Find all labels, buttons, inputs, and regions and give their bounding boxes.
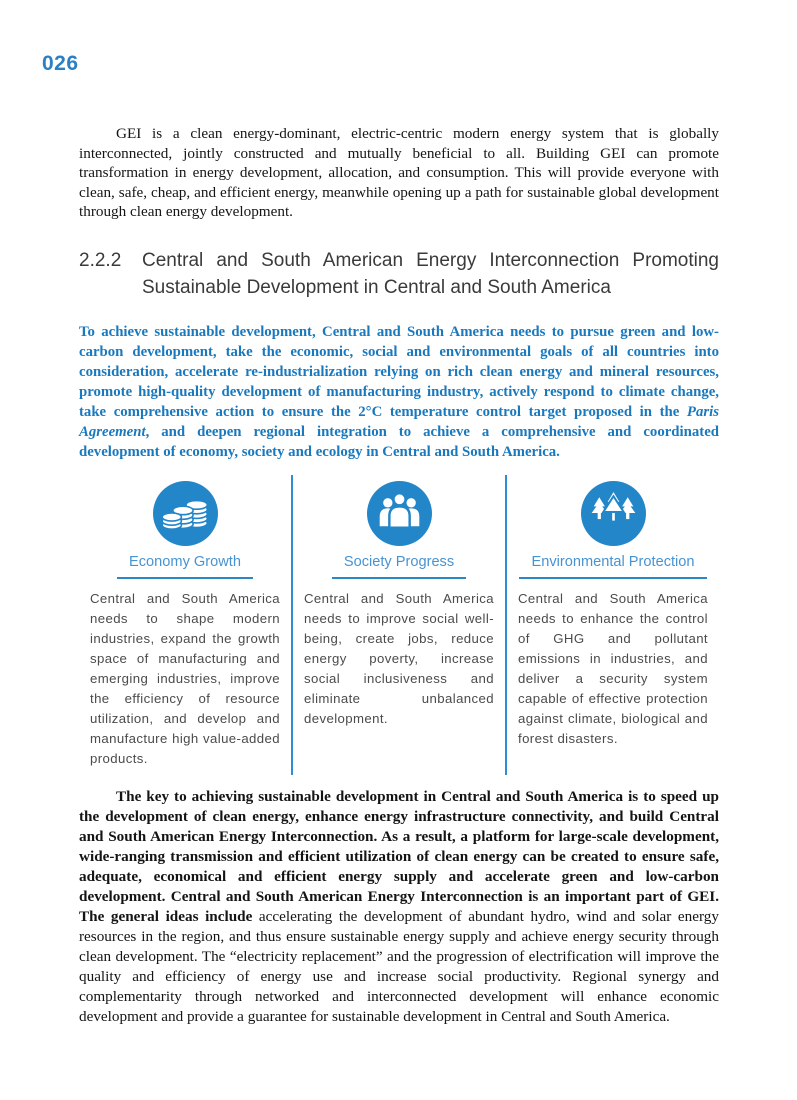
section-number: 2.2.2: [79, 249, 122, 271]
coins-icon: [153, 481, 218, 546]
highlight-text-lead: To achieve sustainable development, Central and South America needs to pursue green and low-carbon development, take the economic, social and environmental goals of all countries into consideration, accelerate re-industrialization relying on rich clean energy and mineral resources, promote high-quality development of manufacturing industry, actively respond to climate change, take comprehensive action to ensure the 2°C temperature control target proposed in the: [79, 323, 719, 420]
people-group-icon: [367, 481, 432, 546]
pillar-title-label: Society Progress: [332, 554, 466, 579]
pillar-economy-growth: [79, 475, 291, 775]
highlight-italic-term: Paris Agreement: [79, 403, 719, 440]
pillar-society-progress: [291, 475, 505, 775]
pillar-title-label: Environmental Protection: [519, 554, 706, 579]
pine-trees-icon: [581, 481, 646, 546]
pillar-title-label: Economy Growth: [117, 554, 253, 579]
section-heading: [79, 247, 719, 301]
highlight-paragraph: [79, 322, 719, 462]
pillars-section: [79, 475, 719, 775]
closing-paragraph: [79, 787, 719, 1027]
page-number: 026: [42, 52, 79, 75]
intro-paragraph: GEI is a clean energy-dominant, electric-centric modern energy system that is globally interconnected, jointly constructed and mutually beneficial to all. Building GEI can promote transformation in energy development, allocation, and consumption. This will provide everyone with clean, safe, cheap, and efficient energy, meanwhile opening up a path for sustainable global development through clean energy development.: [79, 125, 719, 221]
pillar-title-economy-growth: [90, 553, 280, 579]
closing-regular-text: accelerating the development of abundant hydro, wind and solar energy resources in the region, and thus ensure sustainable energy supply and achieve energy security through clean development. The “electricity replacement” and the progression of electrification will improve the quality and efficiency of energy use and increase social productivity. Regional synergy and complementarity through networked and interconnected development will enhance economic development and provide a guarantee for sustainable development in Central and South America.: [79, 907, 719, 1025]
highlight-text-tail: , and deepen regional integration to achieve a comprehensive and coordinated development of economy, society and ecology in Central and South America.: [79, 423, 719, 460]
pillar-title-society-progress: [304, 553, 494, 579]
section-title: Central and South American Energy Interconnection Promoting Sustainable Development in Central and South America: [142, 249, 719, 298]
page-content: [79, 0, 719, 1027]
pillar-text-society-progress: Central and South America needs to improve social well-being, create jobs, reduce energy poverty, increase social inclusiveness and eliminate unbalanced development.: [304, 590, 494, 726]
pillar-title-environmental-protection: [518, 553, 708, 579]
closing-bold-text: The key to achieving sustainable development in Central and South America is to speed up the development of clean energy, enhance energy infrastructure connectivity, and build Central and South American Energy Interconnection. As a result, a platform for large-scale development, wide-ranging transmission and efficient utilization of clean energy can be created to ensure safe, adequate, economical and efficient energy supply and accelerate green and low-carbon development. Central and South American Energy Interconnection is an important part of GEI. The general ideas include: [79, 787, 719, 925]
pillar-text-environmental-protection: Central and South America needs to enhance the control of GHG and pollutant emissions in industries, and deliver a security system capable of effective protection against climate, biological and forest disasters.: [518, 590, 708, 746]
pillar-environmental-protection: [505, 475, 719, 775]
pillar-text-economy-growth: Central and South America needs to shape modern industries, expand the growth space of manufacturing and emerging industries, improve the efficiency of resource utilization, and develop and manufacture high value-added products.: [90, 590, 280, 766]
